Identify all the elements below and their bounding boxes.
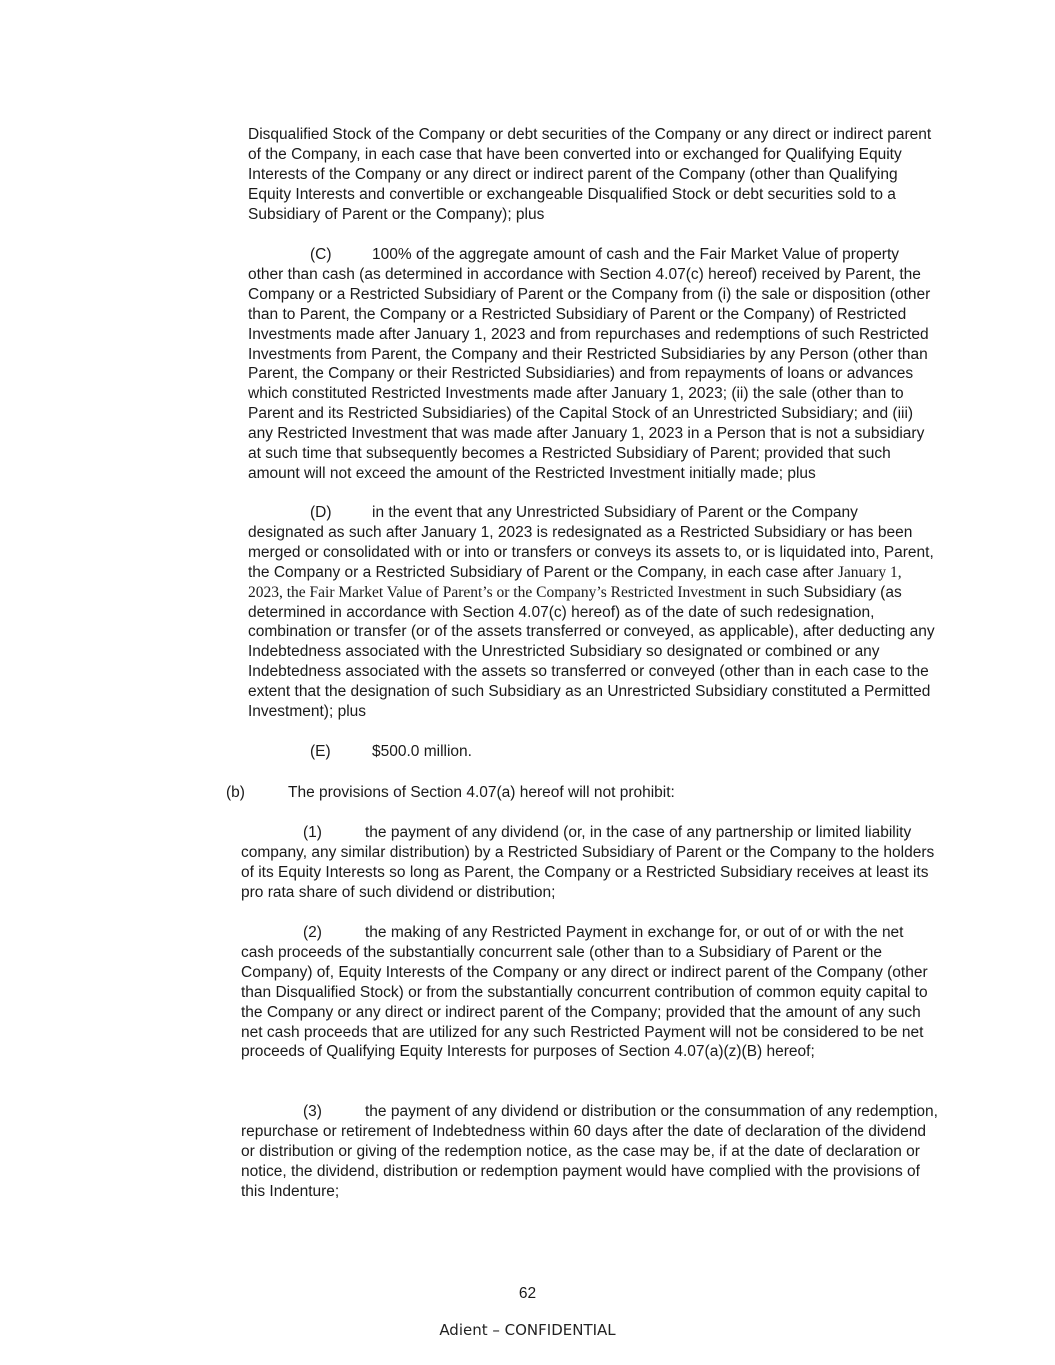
clause-label: (D) — [310, 504, 332, 521]
clause-text-part-3: such Subsidiary (as determined in accordance with Section 4.07(c) hereof) as of the date of such redesignation, combination or transfer (or of the assets transferred or conveyed, as applicable), after deducting any Indebtedness associated with the Unrestricted Subsidiary so designated or combined or any Indebtedness associated with the assets so transferred or conveyed (other than in each case to the extent that the designation of such Subsidiary as an Unrestricted Subsidiary constituted a Permitted Investment); plus — [248, 583, 935, 721]
clause-text-part-2: January 1, 2023, the Fair Market Value of Parent’s or the Company’s Restricted Investment in — [248, 563, 902, 601]
item-label: (3) — [303, 1103, 322, 1120]
clause-text: $500.0 million. — [372, 743, 472, 760]
clause-d — [248, 503, 938, 722]
confidential-footer: Adient – CONFIDENTIAL — [439, 1321, 616, 1339]
section-text: The provisions of Section 4.07(a) hereof will not prohibit: — [288, 784, 675, 801]
clause-label: (E) — [310, 743, 331, 760]
section-b — [226, 783, 926, 803]
item-text: the payment of any dividend (or, in the case of any partnership or limited liability company, any similar distribution) by a Restricted Subsidiary of Parent or the Company to the holders of its Equity Interests so long as Parent, the Company or a Restricted Subsidiary receives at least its pro rata share of such dividend or distribution; — [241, 824, 935, 901]
clause-e — [248, 742, 938, 762]
item-text: the payment of any dividend or distribution or the consummation of any redemption, repurchase or retirement of Indebtedness within 60 days after the date of declaration of the dividend or distribution or giving of the redemption notice, as the case may be, if at the date of declaration or notice, the dividend, distribution or redemption payment would have complied with the provisions of this Indenture; — [241, 1103, 938, 1200]
section-label: (b) — [226, 784, 245, 801]
item-3 — [241, 1102, 938, 1202]
item-1 — [241, 823, 938, 903]
item-text: the making of any Restricted Payment in exchange for, or out of or with the net cash proceeds of the substantially concurrent sale (other than to a Subsidiary of Parent or the Company) of, Equity Interests of the Company or any direct or indirect parent of the Company (other than Disqualified Stock) or from the substantially concurrent contribution of common equity capital to the Company or any direct or indirect parent of the Company; provided that the amount of any such net cash proceeds that are utilized for any such Restricted Payment will not be considered to be net proceeds of Qualifying Equity Interests for purposes of Section 4.07(a)(z)(B) hereof; — [241, 924, 928, 1061]
item-label: (2) — [303, 924, 322, 941]
clause-label: (C) — [310, 246, 332, 263]
clause-text: 100% of the aggregate amount of cash and the Fair Market Value of property other than cash (as determined in accordance with Section 4.07(c) hereof) received by Parent, the Company or a Restricted Subsidiary of Parent or the Company from (i) the sale or disposition (other than to Parent, the Company or a Restricted Subsidiary of Parent or the Company) of Restricted Investments made after January 1, 2023 and from repurchases and redemptions of such Restricted Investments from Parent, the Company and their Restricted Subsidiaries by any Person (other than Parent, the Company or their Restricted Subsidiaries) and from repayments of loans or advances which constituted Restricted Investments made after January 1, 2023; (ii) the sale (other than to Parent and its Restricted Subsidiaries) of the Capital Stock of an Unrestricted Subsidiary; and (iii) any Restricted Investment that was made after January 1, 2023 in a Person that is not a subsidiary at such time that subsequently becomes a Restricted Subsidiary of Parent; provided that such amount will not exceed the amount of the Restricted Investment initially made; plus — [248, 246, 931, 482]
paragraph-a-continuation — [248, 125, 938, 225]
clause-c — [248, 245, 938, 484]
page-number: 62 — [518, 1285, 537, 1302]
paragraph-text: Disqualified Stock of the Company or debt securities of the Company or any direct or indirect parent of the Company, in each case that have been converted into or exchanged for Qualifying Equity Interests of the Company or any direct or indirect parent of the Company (other than Qualifying Equity Interests and convertible or exchangeable Disqualified Stock or debt securities sold to a Subsidiary of Parent or the Company); plus — [248, 126, 932, 223]
clause-text-part-1: in the event that any Unrestricted Subsidiary of Parent or the Company designated as such after January 1, 2023 is redesignated as a Restricted Subsidiary or has been merged or consolidated with or into or transfers or conveys its assets to, or is liquidated into, Parent, the Company or a Restricted Subsidiary of Parent or the Company, in each case after — [248, 504, 934, 581]
item-label: (1) — [303, 824, 322, 841]
item-2 — [241, 923, 938, 1062]
